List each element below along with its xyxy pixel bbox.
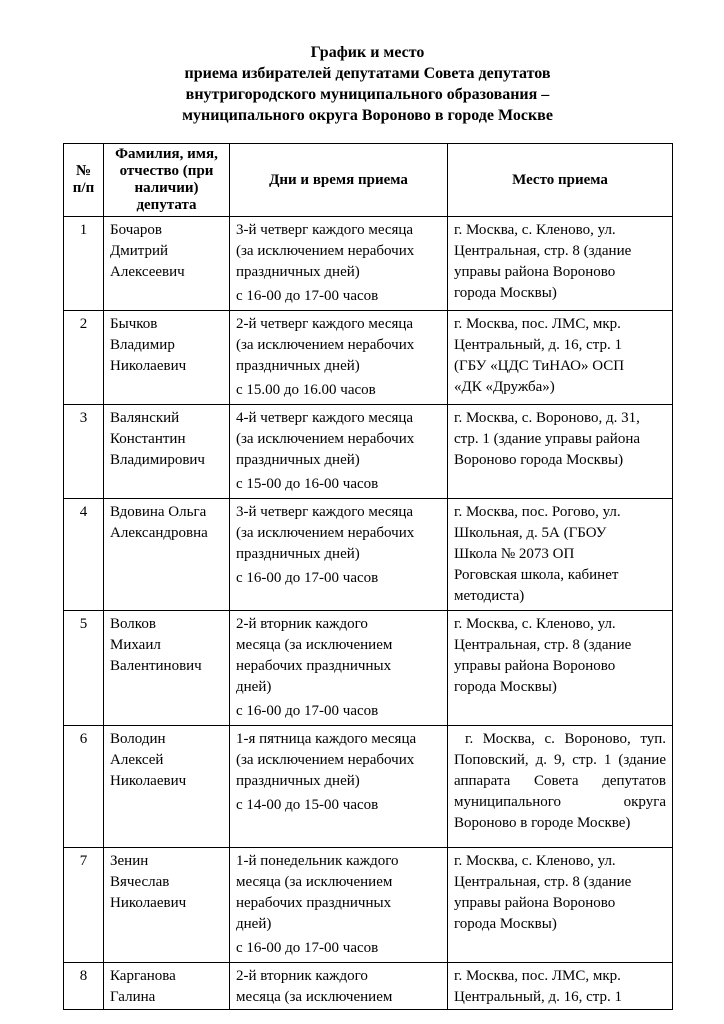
- title-line: муниципального округа Вороново в городе Москве: [182, 107, 553, 124]
- cell-place: [448, 405, 673, 499]
- place-text: г. Москва, с. Вороново, туп. Поповский, д. 9, стр. 1 (здание аппарата Совета депутатов муниципального округа Вороново в городе Москве): [454, 731, 666, 831]
- deputy-name-text: Зенин Вячеслав Николаевич: [110, 853, 187, 911]
- schedule-time-text: с 15-00 до 16-00 часов: [236, 476, 379, 492]
- cell-num: 2: [64, 311, 104, 405]
- schedule-time-text: с 15.00 до 16.00 часов: [236, 382, 376, 398]
- schedule-time-text: с 16-00 до 17-00 часов: [236, 940, 379, 956]
- table-row: [64, 611, 673, 726]
- schedule-day-text: 2-й вторник каждого месяца (за исключением: [236, 968, 393, 1005]
- cell-num: 4: [64, 499, 104, 611]
- table-row: [64, 311, 673, 405]
- cell-schedule: [230, 405, 448, 499]
- table-header-row: [64, 144, 673, 217]
- schedule-time-text: с 16-00 до 17-00 часов: [236, 288, 379, 304]
- cell-deputy-name: [104, 499, 230, 611]
- header-schedule: Дни и время приема: [230, 144, 448, 217]
- cell-num: 7: [64, 848, 104, 963]
- place-text: г. Москва, с. Кленово, ул. Центральная, стр. 8 (здание управы района Вороново города Москвы): [454, 616, 632, 695]
- schedule-day-text: 2-й четверг каждого месяца (за исключением нерабочих праздничных дней): [236, 316, 415, 374]
- title-line: приема избирателей депутатами Совета депутатов: [184, 65, 551, 82]
- deputy-name-text: Володин Алексей Николаевич: [110, 731, 187, 789]
- cell-schedule: [230, 726, 448, 848]
- cell-schedule: [230, 217, 448, 311]
- cell-deputy-name: [104, 405, 230, 499]
- deputy-name-text: Вдовина Ольга Александровна: [110, 504, 208, 541]
- header-place: Место приема: [448, 144, 673, 217]
- cell-deputy-name: [104, 611, 230, 726]
- cell-deputy-name: [104, 963, 230, 1010]
- deputy-name-text: Бочаров Дмитрий Алексеевич: [110, 222, 185, 280]
- place-text: г. Москва, пос. Рогово, ул. Школьная, д. 5А (ГБОУ Школа № 2073 ОП Роговская школа, кабинет методиста): [454, 504, 621, 604]
- cell-num: 1: [64, 217, 104, 311]
- schedule-day-text: 3-й четверг каждого месяца (за исключением нерабочих праздничных дней): [236, 504, 415, 562]
- header-name: Фамилия, имя, отчество (при наличии) депутата: [104, 144, 230, 217]
- cell-place: [448, 963, 673, 1010]
- header-num: № п/п: [64, 144, 104, 217]
- cell-place: [448, 726, 673, 848]
- title-line: внутригородского муниципального образования –: [185, 86, 550, 103]
- table-row-truncated: [64, 963, 673, 1010]
- cell-num: 8: [64, 963, 104, 1010]
- cell-schedule: [230, 611, 448, 726]
- place-text: г. Москва, пос. ЛМС, мкр. Центральный, д. 16, стр. 1: [454, 968, 623, 1005]
- document-title: [63, 42, 672, 126]
- place-text: г. Москва, с. Вороново, д. 31, стр. 1 (здание управы района Вороново города Москвы): [454, 410, 641, 468]
- reception-schedule-table: [63, 143, 673, 1010]
- cell-num: 5: [64, 611, 104, 726]
- cell-place: [448, 311, 673, 405]
- table-row: [64, 726, 673, 848]
- schedule-time-text: с 14-00 до 15-00 часов: [236, 797, 379, 813]
- cell-place: [448, 848, 673, 963]
- schedule-day-text: 2-й вторник каждого месяца (за исключением нерабочих праздничных дней): [236, 616, 393, 695]
- schedule-day-text: 1-й понедельник каждого месяца (за исключением нерабочих праздничных дней): [236, 853, 399, 932]
- cell-deputy-name: [104, 848, 230, 963]
- place-text: г. Москва, с. Кленово, ул. Центральная, стр. 8 (здание управы района Вороново города Москвы): [454, 222, 632, 301]
- cell-place: [448, 499, 673, 611]
- table-row: [64, 848, 673, 963]
- cell-num: 6: [64, 726, 104, 848]
- schedule-time-text: с 16-00 до 17-00 часов: [236, 703, 379, 719]
- cell-schedule: [230, 963, 448, 1010]
- cell-deputy-name: [104, 311, 230, 405]
- deputy-name-text: Волков Михаил Валентинович: [110, 616, 202, 674]
- cell-place: [448, 217, 673, 311]
- table-row: [64, 499, 673, 611]
- place-text: г. Москва, с. Кленово, ул. Центральная, стр. 8 (здание управы района Вороново города Москвы): [454, 853, 632, 932]
- schedule-time-text: с 16-00 до 17-00 часов: [236, 570, 379, 586]
- schedule-day-text: 4-й четверг каждого месяца (за исключением нерабочих праздничных дней): [236, 410, 415, 468]
- cell-place: [448, 611, 673, 726]
- cell-deputy-name: [104, 217, 230, 311]
- table-row: [64, 405, 673, 499]
- table-row: [64, 217, 673, 311]
- cell-schedule: [230, 499, 448, 611]
- deputy-name-text: Валянский Константин Владимирович: [110, 410, 205, 468]
- deputy-name-text: Карганова Галина: [110, 968, 176, 1005]
- cell-deputy-name: [104, 726, 230, 848]
- cell-schedule: [230, 311, 448, 405]
- title-line: График и место: [310, 44, 425, 61]
- schedule-day-text: 3-й четверг каждого месяца (за исключением нерабочих праздничных дней): [236, 222, 415, 280]
- place-text: г. Москва, пос. ЛМС, мкр. Центральный, д. 16, стр. 1 (ГБУ «ЦДС ТиНАО» ОСП «ДК «Дружба»): [454, 316, 625, 395]
- schedule-day-text: 1-я пятница каждого месяца (за исключением нерабочих праздничных дней): [236, 731, 417, 789]
- cell-schedule: [230, 848, 448, 963]
- cell-num: 3: [64, 405, 104, 499]
- deputy-name-text: Бычков Владимир Николаевич: [110, 316, 187, 374]
